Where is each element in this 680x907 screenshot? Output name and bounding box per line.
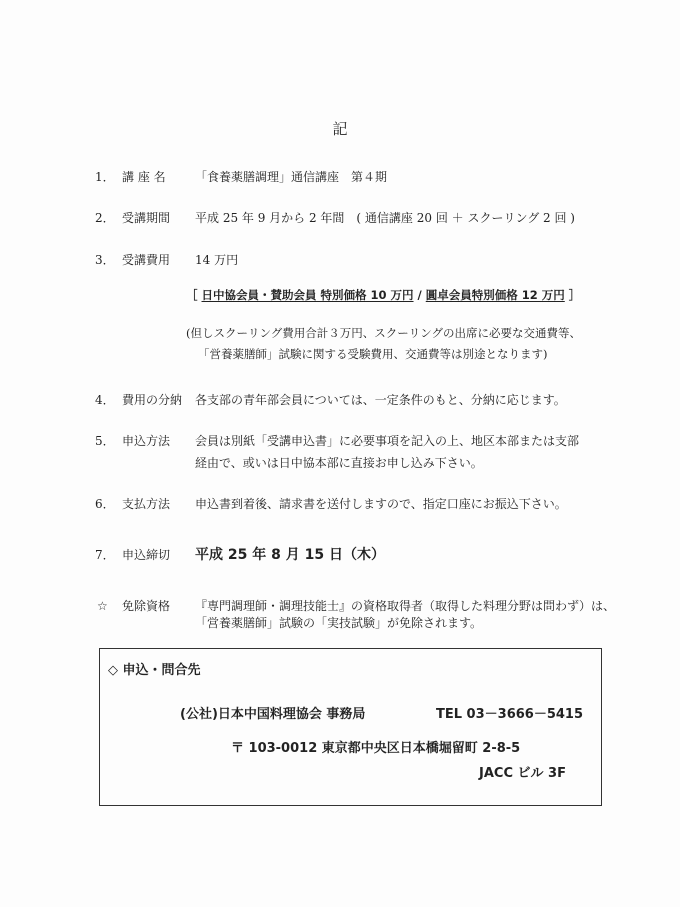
- application-method-cont: 経由で、或いは日中協本部に直接お申し込み下さい。: [195, 456, 483, 470]
- postal-address: 〒 103-0012 東京都中央区日本橋堀留町 2-8-5: [231, 741, 521, 756]
- item-label: 費用の分納: [122, 393, 183, 407]
- item-value: 平成 25 年 9 月から 2 年間 ( 通信講座 20 回 ＋ スクーリング 2 回 ): [195, 211, 575, 225]
- item-value: 14 万円: [195, 253, 239, 267]
- item-label: 講 座 名: [122, 170, 166, 184]
- item-label: 受講費用: [122, 253, 171, 267]
- item-payment-method: [95, 495, 567, 512]
- contact-title: ◇ 申込・問合先: [108, 663, 201, 678]
- item-label: 申込締切: [122, 548, 171, 562]
- item-value: 会員は別紙「受講申込書」に必要事項を記入の上、地区本部または支部: [195, 434, 580, 448]
- building-name: JACC ビル 3F: [479, 766, 566, 781]
- item-installment: [95, 391, 566, 408]
- exemption-line-2: 「営養薬膳師」試験の「実技試験」が免除されます。: [195, 616, 483, 630]
- exemption-line-1: [97, 597, 615, 614]
- document-heading: 記: [332, 120, 348, 138]
- item-number: 7．: [95, 548, 115, 562]
- item-value: 各支部の青年部会員については、一定条件のもと、分納に応じます。: [195, 393, 566, 407]
- item-number: 2．: [95, 211, 115, 225]
- item-application-method: [95, 432, 579, 449]
- fee-note-line-1: (但しスクーリング費用合計３万円、スクーリングの出席に必要な交通費等、: [186, 326, 582, 340]
- item-number: 4．: [95, 393, 115, 407]
- item-value: 「食養薬膳調理」通信講座 第４期: [195, 170, 388, 184]
- exemption-text: 『専門調理師・調理技能士』の資格取得者（取得した料理分野は問わず）は、: [195, 599, 616, 613]
- item-course-fee: [95, 251, 238, 268]
- bracket-open: ［: [186, 288, 198, 302]
- item-number: 5．: [95, 434, 115, 448]
- fee-note-line-2: 「営養薬膳師」試験に関する受験費用、交通費等は別途となります): [198, 347, 548, 361]
- item-course-name: [95, 168, 387, 185]
- item-course-period: [95, 209, 575, 226]
- member-special-price: 日中協会員・賛助会員 特別価格 10 万円: [201, 288, 414, 302]
- item-label: 受講期間: [122, 211, 171, 225]
- price-separator: /: [413, 288, 426, 302]
- deadline-date: 平成 25 年 8 月 15 日（木）: [195, 547, 385, 563]
- item-deadline: [95, 544, 385, 564]
- phone-number: TEL 03－3666－5415: [436, 707, 584, 722]
- exemption-label: 免除資格: [122, 599, 171, 613]
- contact-box: [99, 648, 602, 806]
- item-value: 申込書到着後、請求書を送付しますので、指定口座にお振込下さい。: [195, 497, 567, 511]
- organization-name: (公社)日本中国料理協会 事務局: [180, 707, 366, 722]
- item-label: 申込方法: [122, 434, 171, 448]
- special-price-line: [186, 287, 580, 303]
- table-member-price: 圓卓会員特別価格 12 万円: [425, 288, 565, 302]
- item-number: 1．: [95, 170, 115, 184]
- bracket-close: ］: [568, 288, 581, 302]
- item-label: 支払方法: [122, 497, 171, 511]
- item-number: 3．: [95, 253, 115, 267]
- item-number: 6．: [95, 497, 115, 511]
- star-mark: ☆: [97, 599, 108, 613]
